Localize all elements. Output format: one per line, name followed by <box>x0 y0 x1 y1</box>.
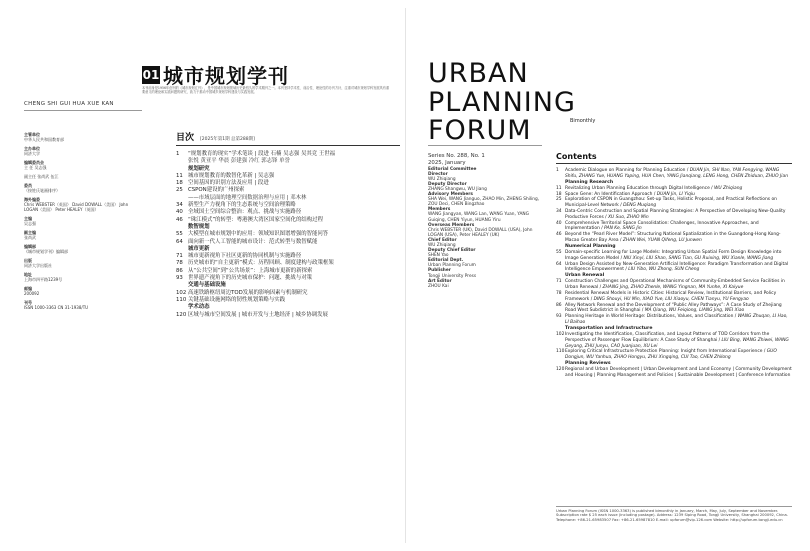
publication-footer-en: Urban Planning Forum (ISSN 1000-3363) is published bimonthly in January, March, May, July, September and November. Subscription rate $ 25 each issue (including postage). Address: 1239 Siping Road, Tongji University, Shanghai 200092, China. Telephone: +86-21-65983507 Fax: +86-21-65987810 E-mail: upforum@vip.126.com Website: http://upforum.tongji.edu.cn <box>556 506 792 522</box>
contents-page-number: 18 <box>556 191 562 197</box>
contents-section-heading: Transportation and Infrastructure <box>565 325 653 331</box>
toc-entry[interactable] <box>176 290 400 297</box>
toc-entry-title: 面向新一代人工智能的城市设计：范式转型与数智赋能 <box>188 238 318 245</box>
logo-mark-icon: 01 <box>142 67 160 82</box>
contents-entry[interactable] <box>556 332 792 349</box>
toc-entry-title: 新型生产力视角下的生态系统与空间治理策略 <box>188 202 296 209</box>
contents-entry[interactable] <box>556 279 792 291</box>
contents-entry-authors: DENG Muqiang <box>623 203 657 209</box>
toc-entry[interactable] <box>176 231 400 238</box>
contents-section-heading: Numerical Planning <box>565 243 616 249</box>
contents-entry-text <box>565 314 792 326</box>
toc-cn-title: 目次 <box>176 133 195 143</box>
toc-section-heading: 学术动态 <box>188 304 210 311</box>
contents-entry-title: Alley Network Renewal and the Development of “Public Alley Pathways”: A Case Study of Zhejiang Road West Subdistrict in Shanghai / <box>565 302 782 314</box>
contents-entry-title: Exploration of CSPON in Guangzhou: Set-up Tasks, Holistic Proposal, and Practical Reflections on Municipal-Level Network / <box>565 197 777 209</box>
toc-page-number: 93 <box>176 275 183 282</box>
toc-page-number: 78 <box>176 260 183 267</box>
toc-entry-title: “规划教育的现实”学术笔谈 | 段进 石楠 吴志强 吴其竞 王世福 <box>188 151 336 157</box>
toc-page-number: 40 <box>176 209 183 216</box>
contents-entry-title: Revitalizing Urban Planning Education through Digital Intelligence / <box>565 185 715 191</box>
contents-entry[interactable] <box>556 291 792 303</box>
masthead-en-value: ZHOU Kai <box>428 283 449 289</box>
contents-entry-text <box>565 303 792 315</box>
masthead-en-value: Chris WEBSTER (UK), David DOWALL (USA), John LOGAN (USA), Peter HEALEY (UK) <box>428 227 533 238</box>
masthead-heading: 主办单位 <box>24 146 40 151</box>
masthead-value: 同济大学出版社 <box>24 263 52 268</box>
masthead-heading: 邮编 <box>24 286 32 291</box>
masthead-en-heading: Advisory Members <box>428 192 473 198</box>
toc-section-heading: 城市更新 <box>188 245 210 252</box>
masthead-en-value: WU Zhiqiang <box>428 176 456 182</box>
contents-entry-text <box>565 197 792 209</box>
contents-entry-authors: XU Suo, ZHAO Min <box>608 214 649 220</box>
toc-page-number: 1 <box>176 151 180 157</box>
masthead-value: 吴志强 <box>24 221 36 226</box>
chinese-contents-page <box>10 10 396 541</box>
masthead-en-heading: Members <box>428 207 451 213</box>
contents-entry-authors: DUAN Jin, SHI Nan, YAN Fengying, WANG Shifu, ZHANG Yue, HUANG Yaping, HUA Chen, YANG Jianqiang, LENG Hong, CHEN Zhiduan, ZHUO Jian <box>565 168 788 179</box>
toc-entry-title: 从“公共空间”到“公共场景”：上海城市更新的新探索 <box>188 267 313 274</box>
masthead-value: 张尚武 <box>24 235 36 240</box>
masthead-value: 《城市规划学刊》编辑部 <box>24 249 68 254</box>
contents-entry[interactable] <box>556 197 792 209</box>
contents-section-heading: Planning Research <box>565 179 614 185</box>
toc-page-number: 34 <box>176 202 183 209</box>
toc-section-heading: 规划研究 <box>188 165 210 172</box>
masthead-cn <box>24 132 134 314</box>
toc-entry-title: 关键基础设施网络的韧性规划策略与实践 <box>188 296 286 303</box>
masthead-en-heading: Director <box>428 171 448 177</box>
toc-page-number: 102 <box>176 289 187 296</box>
contents-entry-text <box>565 291 792 303</box>
contents-page-number: 55 <box>556 249 562 255</box>
contents-entry-title: Urban Design Assisted by New-Generation Artificial Intelligence: Paradigm Transformation and Digital Intelligence Empowerment / <box>565 261 789 273</box>
toc-entry-title: 世界遗产视角下的历史城市保护：问题、挑战与对策 <box>188 275 312 282</box>
contents-entry-title: Exploring Critical Infrastructure Protection Planning: Insight from International Experience / <box>565 349 767 355</box>
spread-divider <box>405 8 406 543</box>
toc-entry-title: 城市更新视角下社区更新的协同机制与实施路径 <box>188 253 302 260</box>
toc-cn-list <box>176 151 400 319</box>
masthead-value: 中华人民共和国教育部 <box>24 137 64 142</box>
toc-entry-title: 空间基因的识别方法及应用 | 段进 <box>188 180 269 187</box>
contents-entry[interactable] <box>556 349 792 361</box>
toc-entry[interactable] <box>176 268 400 275</box>
masthead-value: （按姓氏笔画排序） <box>24 188 60 193</box>
english-contents-page <box>416 10 800 541</box>
contents-page-number: 110 <box>556 349 565 355</box>
masthead-heading: 地址 <box>24 272 32 277</box>
contents-entry[interactable] <box>556 209 792 221</box>
contents-entry[interactable] <box>556 314 792 326</box>
contents-entry-title: Investigating the Identification, Classification, and Layout Patterns of TOD Corridors from the Perspective of Passenger Flow Equilibrium: A Case Study of Shanghai / <box>565 331 770 343</box>
contents-page-number: 40 <box>556 220 562 226</box>
contents-entry-authors: LIU Bing, WANG Zhiwei, WANG Geyang, ZHU Junyu, CAO Juanjuan, XU Lei <box>565 337 789 349</box>
contents-entry-title: Academic Dialogue on Planning for Planning Education / <box>565 168 690 173</box>
toc-entry-title: 高速铁路枢纽周边TOD发展的影响因素与机制研究 <box>188 289 308 296</box>
contents-page-number: 86 <box>556 302 562 308</box>
toc-entry[interactable] <box>176 187 400 194</box>
title-line-3: FORUM <box>428 115 532 146</box>
toc-page-number: 71 <box>176 253 183 260</box>
contents-entry-authors: WANG Zhuqan, LI Hao, LI Baihao <box>565 314 788 325</box>
toc-en-title: Contents <box>556 152 792 164</box>
masthead-en-value: Series No. 288, No. 1 <box>428 153 485 159</box>
contents-entry-text <box>565 221 792 233</box>
contents-entry-title: Data-Centric Construction and Spatial Planning Strategies: A Perspective of Developing New-Quality Productive Forces / <box>565 208 786 220</box>
contents-page-number: 46 <box>556 232 562 238</box>
contents-page-number: 102 <box>556 331 565 337</box>
contents-entry-text <box>565 232 792 244</box>
toc-page-number: 25 <box>176 187 183 194</box>
masthead-heading: 主编 <box>24 216 32 221</box>
contents-entry-text <box>565 209 792 221</box>
contents-entry-authors: MA Qiang, WU Feiqiong, LIANG Jing, WEI Xiao <box>644 308 745 314</box>
masthead-en-heading: Editorial Dept. <box>428 258 464 264</box>
title-line-2: PLANNING <box>428 86 576 118</box>
masthead-en-value: WANG Jiangyan, WANG Lan, WANG Yuan, YANG Guiqing, CHEN Yiyun, HUANG Yiru <box>428 212 529 223</box>
toc-entry-title: 城市规划教育的数智化革新 | 吴志强 <box>188 172 275 179</box>
journal-intro-cn: 本刊前身是1956年创刊的《城市规划汇刊》，是中国城市规划领域历史最悠久的学术期刊之一。本刊坚持学术性、前沿性、理论性的办刊方针，注重对城市规划学科发展具有重要意义的理论和实践问题的研究，致力于推动中国城乡规划学科建设与实践发展。 <box>142 86 390 95</box>
contents-page-number: 78 <box>556 290 562 296</box>
toc-page-number: 55 <box>176 231 183 238</box>
journal-title-cn: 城市规划学刊 <box>163 64 289 88</box>
toc-en-list <box>556 168 792 379</box>
contents-page-number: 64 <box>556 261 562 267</box>
contents-entry-title: Construction Challenges and Operational Mechanisms of Community-Embedded Service Facilities in Urban Renewal / <box>565 279 785 291</box>
masthead-value: 主 任 吴志强 <box>24 165 47 170</box>
contents-entry-title: Comprehensive Territorial Space Consolidation: Challenges, Innovative Approaches, and Implementation / <box>565 220 759 232</box>
title-line-1: URBAN <box>428 58 529 89</box>
masthead-value: 副主任 张尚武 伍江 <box>24 174 59 179</box>
masthead-en-heading: Deputy Director <box>428 181 467 187</box>
masthead-en-value: ZHANG Shangwu, WU Jiang <box>428 186 487 192</box>
toc-entry[interactable] <box>176 260 400 267</box>
contents-entry-title: Domain-specific Learning for Large Models: Integrating Urban Spatial Form Design Knowledge into Image Generation Model / <box>565 249 782 261</box>
contents-entry[interactable] <box>556 232 792 244</box>
toc-cn-header <box>176 130 400 146</box>
journal-logo <box>142 60 289 89</box>
toc-page-number: 11 <box>176 172 183 179</box>
masthead-en-value: SHA Wei, WANG Jianguo, ZHAO Min, ZHENG Shiling, ZOU Deci, CHEN Bingzhao <box>428 197 540 208</box>
toc-section-heading: 交通与基础设施 <box>188 282 226 289</box>
masthead-heading: 编辑部 <box>24 244 36 249</box>
masthead-heading: 副主编 <box>24 230 36 235</box>
masthead-en-heading: Chief Editor <box>428 237 457 243</box>
masthead-heading: 刊号 <box>24 300 32 305</box>
contents-page-number: 120 <box>556 367 565 373</box>
masthead-heading: 主管单位 <box>24 132 40 137</box>
toc-page-number: 64 <box>176 238 183 245</box>
toc-entry-title: 历史城市的“自主更新”模式：历程回顾、制度建构与政策框架 <box>188 260 334 267</box>
toc-entry-title: “珠江模式”的转型：粤港澳大湾区国家空间化的结构过程 <box>188 216 323 223</box>
toc-entry-authors: 张悦 黄亚平 华晨 彭建强 冷红 郭志锋 单誉 <box>188 158 290 165</box>
frequency-label: Bimonthly <box>570 118 596 124</box>
masthead-heading: 出版 <box>24 258 32 263</box>
contents-entry-text <box>565 332 792 349</box>
masthead-en-value: WU Zhiqiang <box>428 243 456 248</box>
contents-entry-authors: WU Zhiqiang <box>714 185 743 191</box>
contents-entry-title: Space Gene: An Identification Approach / <box>565 191 657 197</box>
masthead-heading: 海外编委 <box>24 197 40 202</box>
toc-cn <box>176 130 400 319</box>
toc-entry[interactable] <box>176 312 400 319</box>
contents-entry-authors: LIU Yibo, WU Zhong, SUN Cheng <box>628 267 700 273</box>
contents-page-number: 34 <box>556 208 562 214</box>
masthead-en-value: SHEN Yao <box>428 253 449 259</box>
masthead-value: 同济大学 <box>24 151 40 156</box>
toc-en <box>556 152 792 379</box>
toc-page-number: 86 <box>176 267 183 274</box>
toc-entry[interactable] <box>176 209 400 216</box>
masthead-rule <box>24 110 142 111</box>
toc-entry-title: 大模型在城市规划中的应用：领域知识图谱增强的智能问答 <box>188 231 329 238</box>
toc-entry[interactable] <box>176 239 400 246</box>
contents-entry-text <box>565 349 792 361</box>
contents-entry[interactable] <box>556 168 792 180</box>
masthead-value: ISSN 1000-3363 CN 31-1938/TU <box>24 305 89 310</box>
masthead-en <box>428 153 540 289</box>
toc-entry[interactable] <box>176 217 400 224</box>
masthead-value: 200092 <box>24 291 40 296</box>
toc-entry-title: 全域国土空间综合整治：观点、挑战与实施路径 <box>188 209 302 216</box>
toc-page-number: 18 <box>176 180 183 187</box>
contents-entry[interactable] <box>556 367 792 379</box>
contents-entry-authors: GUO Dongjun, WU Yanhua, ZHAO Hongyu, ZHU Xingqing, CUI Tao, CHEN Zhilong <box>565 349 777 361</box>
contents-entry[interactable] <box>556 250 792 262</box>
masthead-heading: 委员 <box>24 183 32 188</box>
masthead-heading: 编辑委员会 <box>24 160 44 165</box>
toc-entry-title: CSPON建设的广州探索 <box>188 187 245 194</box>
masthead-en-value: Urban Planning Forum <box>428 263 476 269</box>
contents-page-number: 93 <box>556 314 562 320</box>
contents-entry-authors: DING Shouyi, HU Min, XIAO Yue, LIU Xiaoyu, CHEN Tianyu, YU Fengyao <box>593 296 749 302</box>
contents-page-number: 1 <box>556 168 559 173</box>
contents-entry-authors: DUAN Jin, LI Yiqiu <box>656 191 695 197</box>
toc-page-number: 46 <box>176 216 183 223</box>
contents-entry-authors: NIU Xinyi, LIU Shan, SANG Tian, GU Ruixing, WU Xianle, WANG Jiang <box>623 255 774 261</box>
contents-page-number: 71 <box>556 279 562 285</box>
toc-page-number: 110 <box>176 296 187 303</box>
contents-entry[interactable] <box>556 303 792 315</box>
masthead-en-heading: Publisher <box>428 268 451 274</box>
journal-title-en <box>428 60 576 146</box>
toc-section-heading: 数智规划 <box>188 223 210 230</box>
contents-entry-text <box>565 262 792 274</box>
contents-page-number: 25 <box>556 197 562 203</box>
masthead-en-heading: Overseas Members <box>428 222 475 228</box>
contents-entry-authors: ZHANG Jing, ZHAO Zhenle, WANG Yingnan, MA Yunhe, XI Kaiyue <box>602 285 744 291</box>
masthead-en-value: 2025, January <box>428 159 466 166</box>
contents-entry-text <box>565 168 792 180</box>
masthead-en-heading: Editorial Committee <box>428 166 477 172</box>
masthead-en-heading: Art Editor <box>428 278 452 284</box>
toc-cn-issue: [2025年第1期 总第288期] <box>200 137 255 142</box>
contents-entry-title: Planning Heritage in World Heritage: Distributions, Values, and Classification / <box>565 314 738 320</box>
masthead-en-value: Tongji University Press <box>428 273 477 279</box>
toc-page-number: 120 <box>176 311 187 318</box>
contents-entry-title: Beyond the “Pearl River Model”: Structuring National Spatialization in the Guangdong-Hong Kong-Macao Greater Bay Area / <box>565 232 781 243</box>
journal-pinyin: CHENG SHI GUI HUA XUE KAN <box>24 101 114 107</box>
contents-entry[interactable] <box>556 221 792 233</box>
masthead-value: Chris WEBSTER（英国） David DOWALL（美国） John LOGAN（美国） Peter HEALEY（英国） <box>24 202 129 212</box>
masthead-en-heading: Deputy Chief Editor <box>428 248 476 254</box>
contents-section-heading: Planning Reviews <box>565 360 611 366</box>
contents-entry-authors: PAN Ke, SANG Jin <box>604 226 642 232</box>
contents-entry-authors: ZHAN Wei, YUAN Qifeng, LU Junwen <box>622 237 702 243</box>
toc-entry-authors: ——市域层面的地理空间数据治理与应用 | 邓木林 <box>188 194 307 201</box>
contents-section-heading: Urban Renewal <box>565 273 605 279</box>
contents-entry[interactable] <box>556 262 792 274</box>
contents-entry-text <box>565 250 792 262</box>
masthead-value: 上海市四平路1239号 <box>24 277 63 282</box>
contents-entry-title: Regional and Urban Development | Urban Development and Land Economy | Community Development and Housing | Planning Management and Policies | Sustainable Development | Conference Information <box>565 367 792 378</box>
contents-entry-text <box>565 367 792 379</box>
contents-entry-title: Residential Renewal Models in Historic Cities: Historical Review, Institutional Barriers, and Policy Framework / <box>565 290 777 302</box>
contents-page-number: 11 <box>556 185 562 191</box>
masthead-en-rule <box>428 145 542 146</box>
contents-entry-text <box>565 279 792 291</box>
masthead-spacer <box>24 310 134 314</box>
toc-entry-title: 区域与城市空间发展 | 城市开发与土地经济 | 城乡协调发展 <box>188 311 328 318</box>
